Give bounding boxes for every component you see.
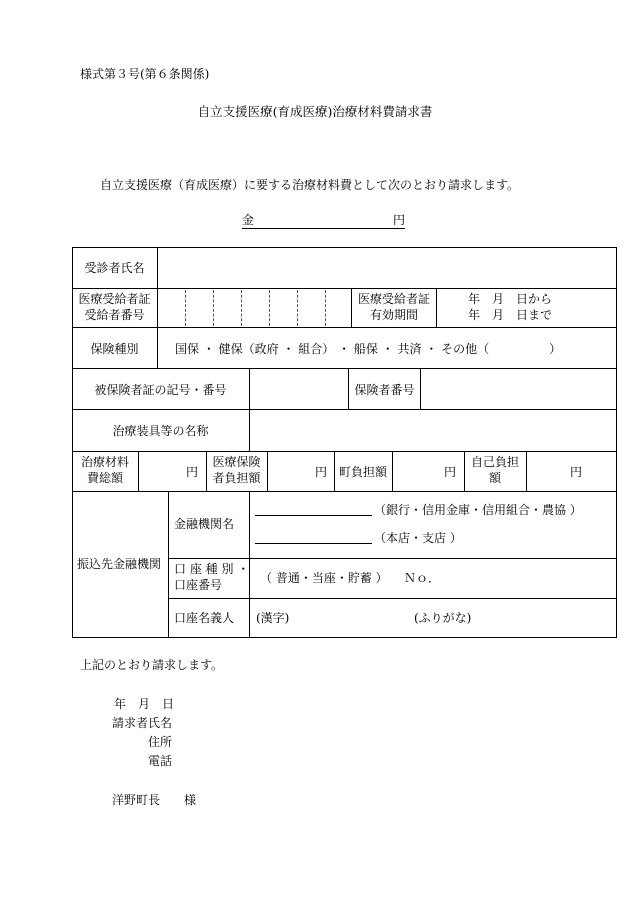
validity-label: 医療受給者証 有効期間 xyxy=(357,292,430,323)
insurer-share-label: 医療保険 者負担額 xyxy=(212,455,261,486)
holder-kanji-field[interactable]: (漢字) xyxy=(256,611,290,625)
claimant-address-label[interactable]: 住所 xyxy=(148,735,173,749)
insurer-number-label: 保険者番号 xyxy=(354,383,415,397)
bank-name-label: 金融機関名 xyxy=(174,517,235,531)
branch-type-options[interactable]: （本店・支店 ） xyxy=(374,531,462,545)
bank-name-field[interactable] xyxy=(255,515,372,516)
account-holder-label: 口座名義人 xyxy=(174,611,235,625)
insured-id-field[interactable] xyxy=(250,369,348,409)
recipient-number-field[interactable] xyxy=(158,289,351,327)
form-title: 自立支援医療(育成医療)治療材料費請求書 xyxy=(197,104,433,119)
account-number-label[interactable]: Ｎｏ． xyxy=(404,571,441,585)
insurance-type-options[interactable]: 国保 ・ 健保（政府 ・ 組合） ・ 船保 ・ 共済 ・ その他（ ） xyxy=(175,342,562,356)
account-type-options[interactable]: （ 普通・当座・貯蓄 ） xyxy=(260,571,388,585)
amount-line[interactable] xyxy=(242,213,405,229)
addressee: 洋野町長 様 xyxy=(112,793,197,807)
holder-kana-field[interactable]: (ふりがな) xyxy=(414,611,472,625)
claim-statement: 上記のとおり請求します。 xyxy=(80,658,224,672)
claim-date[interactable]: 年 月 日 xyxy=(114,697,175,711)
amount-prefix: 金 xyxy=(242,213,255,227)
insured-id-label: 被保険者証の記号・番号 xyxy=(94,383,227,397)
amount-unit: 円 xyxy=(392,213,405,227)
form-number: 様式第３号(第６条関係) xyxy=(80,67,210,81)
patient-name-field[interactable] xyxy=(158,248,616,288)
branch-name-field[interactable] xyxy=(255,543,372,544)
recipient-cert-label: 医療受給者証 受給者番号 xyxy=(78,292,151,323)
claimant-name-label[interactable]: 請求者氏名 xyxy=(112,716,173,730)
insurer-number-field[interactable] xyxy=(421,369,616,409)
patient-name-label: 受診者氏名 xyxy=(84,261,145,275)
town-share-yen[interactable]: 円 xyxy=(444,465,457,479)
insurer-share-yen[interactable]: 円 xyxy=(315,465,328,479)
claimant-phone-label[interactable]: 電話 xyxy=(148,754,173,768)
bank-section-label: 振込先金融機関 xyxy=(77,557,162,571)
device-name-label: 治療装具等の名称 xyxy=(112,424,209,438)
total-cost-yen[interactable]: 円 xyxy=(186,465,199,479)
device-name-field[interactable] xyxy=(250,410,616,451)
bank-type-options[interactable]: （銀行・信用金庫・信用組合・農協 ） xyxy=(374,503,582,517)
validity-period-field[interactable]: 年 月 日から 年 月 日まで xyxy=(468,292,553,323)
intro-text: 自立支援医療（育成医療）に要する治療材料費として次のとおり請求します。 xyxy=(100,178,520,192)
self-share-yen[interactable]: 円 xyxy=(570,465,583,479)
town-share-label: 町負担額 xyxy=(338,465,387,479)
total-cost-label: 治療材料 費総額 xyxy=(80,455,129,486)
account-type-label: 口 座 種 別 ・ 口座番号 xyxy=(174,562,250,593)
self-share-label: 自己負担 額 xyxy=(470,455,519,486)
insurance-type-label: 保険種別 xyxy=(90,342,139,356)
